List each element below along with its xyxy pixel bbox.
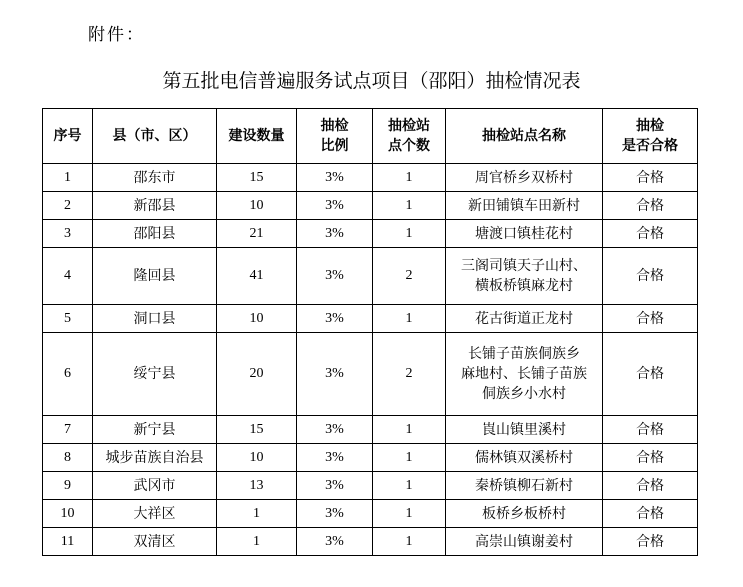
cell-ratio: 3% [297,500,373,528]
header-text: 建设数量 [228,128,285,144]
cell-sampled: 1 [373,444,446,472]
cell-count: 10 [217,305,297,333]
cell-county: 双清区 [93,528,217,556]
cell-ratio: 3% [297,305,373,333]
table-row [43,192,698,220]
cell-result: 合格 [603,164,698,192]
cell-ratio: 3% [297,472,373,500]
cell-county: 新宁县 [93,416,217,444]
cell-count: 15 [217,416,297,444]
col-header-sampled [373,109,446,164]
cell-county: 武冈市 [93,472,217,500]
cell-result: 合格 [603,248,698,305]
cell-ratio: 3% [297,528,373,556]
cell-sites [446,192,603,220]
cell-county: 新邵县 [93,192,217,220]
cell-ratio: 3% [297,220,373,248]
cell-ratio: 3% [297,444,373,472]
cell-result: 合格 [603,192,698,220]
header-text: 县（市、区） [112,128,197,144]
site-line: 周官桥乡双桥村 [475,169,573,186]
site-line: 花古街道正龙村 [475,310,573,327]
table-body [43,164,698,556]
cell-no: 6 [43,333,93,416]
cell-sampled: 1 [373,528,446,556]
cell-sampled: 1 [373,164,446,192]
cell-sampled: 1 [373,472,446,500]
cell-sites [446,500,603,528]
cell-count: 10 [217,444,297,472]
cell-sampled: 1 [373,220,446,248]
header-text: 是否合格 [622,138,678,154]
col-header-count [217,109,297,164]
site-line: 三阁司镇天子山村、 [461,258,587,274]
attachment-label: 附件： [88,25,145,45]
header-text: 序号 [53,128,82,144]
cell-county: 邵东市 [93,164,217,192]
cell-count: 1 [217,528,297,556]
table-row [43,416,698,444]
cell-sampled: 2 [373,248,446,305]
table-row [43,305,698,333]
cell-sampled: 1 [373,305,446,333]
header-text: 比例 [320,138,349,154]
cell-county: 大祥区 [93,500,217,528]
cell-ratio: 3% [297,192,373,220]
site-line: 长铺子苗族侗族乡 [468,346,580,362]
cell-no: 10 [43,500,93,528]
site-line: 板桥乡板桥村 [482,505,566,522]
cell-sampled: 1 [373,500,446,528]
cell-result: 合格 [603,444,698,472]
cell-county: 城步苗族自治县 [93,444,217,472]
cell-sites [446,444,603,472]
cell-result: 合格 [603,416,698,444]
header-text: 抽检 [636,118,664,134]
col-header-no [43,109,93,164]
col-header-ratio [297,109,373,164]
site-line: 侗族乡小水村 [482,386,566,402]
cell-sites [446,220,603,248]
site-line: 新田铺镇车田新村 [468,197,580,214]
cell-no: 8 [43,444,93,472]
cell-sites [446,248,603,305]
site-line: 秦桥镇柳石新村 [475,477,573,494]
cell-sites [446,333,603,416]
cell-no: 11 [43,528,93,556]
cell-count: 41 [217,248,297,305]
cell-no: 2 [43,192,93,220]
header-text: 抽检 [320,118,349,134]
header-text: 点个数 [388,138,430,154]
cell-result: 合格 [603,500,698,528]
table-row [43,528,698,556]
table-row [43,220,698,248]
page-title: 第五批电信普遍服务试点项目（邵阳）抽检情况表 [162,70,581,92]
inspection-table [42,108,698,556]
cell-sites [446,305,603,333]
cell-result: 合格 [603,305,698,333]
table-row [43,472,698,500]
cell-no: 9 [43,472,93,500]
table-header-row [43,109,698,164]
cell-result: 合格 [603,528,698,556]
cell-result: 合格 [603,333,698,416]
cell-sites [446,164,603,192]
site-line: 儒林镇双溪桥村 [475,449,573,466]
col-header-county [93,109,217,164]
col-header-result [603,109,698,164]
cell-count: 13 [217,472,297,500]
cell-no: 3 [43,220,93,248]
table-row [43,248,698,305]
cell-sampled: 1 [373,416,446,444]
site-line: 塘渡口镇桂花村 [475,225,573,242]
site-line: 高崇山镇谢姜村 [475,533,573,550]
cell-sites [446,416,603,444]
site-line: 崀山镇里溪村 [482,421,566,438]
cell-ratio: 3% [297,416,373,444]
table-row [43,333,698,416]
cell-sampled: 2 [373,333,446,416]
cell-count: 21 [217,220,297,248]
cell-result: 合格 [603,220,698,248]
cell-no: 4 [43,248,93,305]
table-row [43,444,698,472]
site-line: 横板桥镇麻龙村 [475,278,573,294]
cell-county: 洞口县 [93,305,217,333]
header-text: 抽检站点名称 [482,128,566,144]
cell-no: 7 [43,416,93,444]
col-header-sites [446,109,603,164]
cell-count: 15 [217,164,297,192]
cell-sites [446,528,603,556]
cell-count: 20 [217,333,297,416]
cell-county: 隆回县 [93,248,217,305]
cell-county: 邵阳县 [93,220,217,248]
cell-no: 1 [43,164,93,192]
cell-sites [446,472,603,500]
site-line: 麻地村、长铺子苗族 [461,366,587,382]
table-row [43,164,698,192]
cell-ratio: 3% [297,164,373,192]
cell-count: 1 [217,500,297,528]
cell-county: 绥宁县 [93,333,217,416]
cell-ratio: 3% [297,333,373,416]
header-text: 抽检站 [388,118,430,134]
cell-sampled: 1 [373,192,446,220]
cell-count: 10 [217,192,297,220]
cell-no: 5 [43,305,93,333]
table-row [43,500,698,528]
cell-ratio: 3% [297,248,373,305]
cell-result: 合格 [603,472,698,500]
